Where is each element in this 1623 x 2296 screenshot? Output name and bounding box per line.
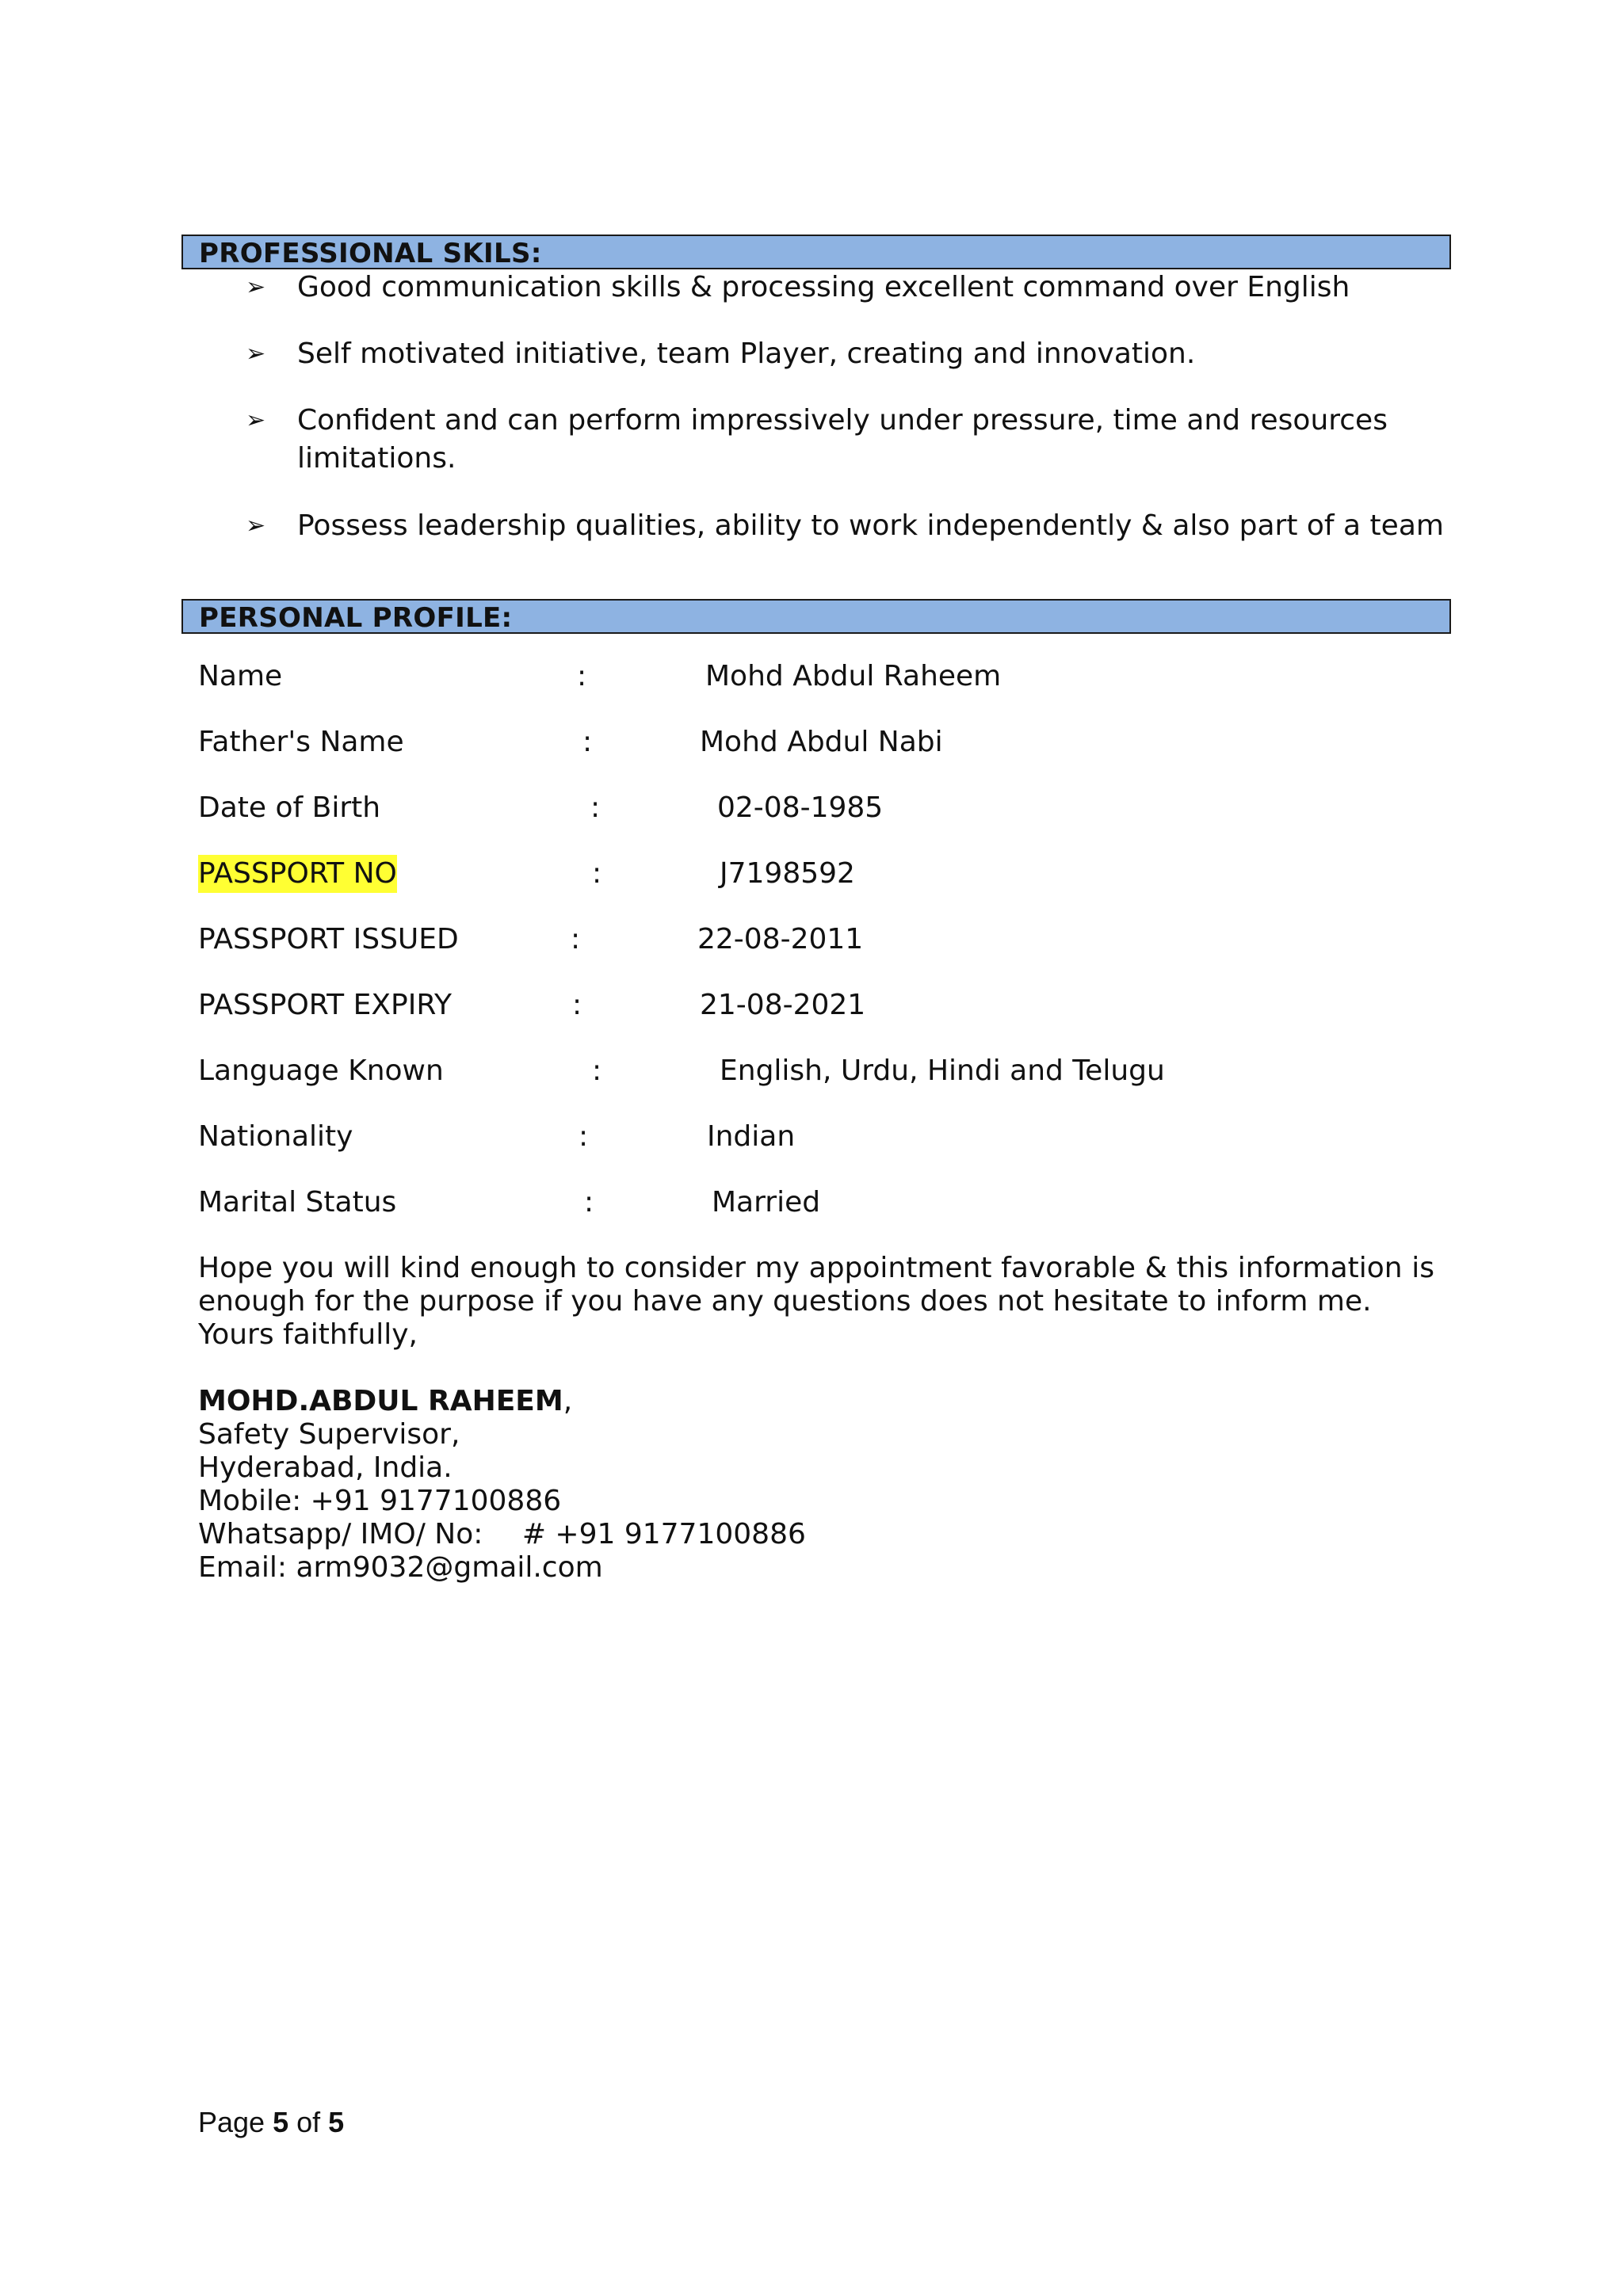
profile-section-title: PERSONAL PROFILE: bbox=[199, 602, 513, 634]
profile-value: Indian bbox=[707, 1120, 796, 1153]
signature-name-line bbox=[198, 1385, 572, 1418]
profile-colon: : bbox=[571, 923, 581, 955]
sign-off: Yours faithfully, bbox=[198, 1318, 418, 1351]
skill-text: Good communication skills & processing excellent command over English bbox=[297, 271, 1350, 303]
profile-value: J7198592 bbox=[720, 857, 855, 890]
profile-value: 02-08-1985 bbox=[717, 791, 884, 824]
signature-whatsapp-line bbox=[198, 1518, 806, 1551]
profile-value: Mohd Abdul Raheem bbox=[705, 660, 1002, 692]
profile-value: English, Urdu, Hindi and Telugu bbox=[720, 1055, 1165, 1087]
profile-label: PASSPORT ISSUED bbox=[198, 923, 459, 955]
whatsapp-value: # +91 9177100886 bbox=[521, 1518, 806, 1550]
whatsapp-label: Whatsapp/ IMO/ No: bbox=[198, 1518, 483, 1550]
profile-label: Date of Birth bbox=[198, 791, 381, 824]
page-number-footer bbox=[198, 2106, 344, 2139]
arrow-bullet-icon: ➢ bbox=[246, 340, 266, 368]
skill-text: Confident and can perform impressively under pressure, time and resources limitations. bbox=[297, 404, 1388, 475]
profile-colon: : bbox=[584, 1186, 594, 1219]
skill-text: Self motivated initiative, team Player, creating and innovation. bbox=[297, 338, 1196, 370]
profile-label: PASSPORT EXPIRY bbox=[198, 989, 453, 1021]
arrow-bullet-icon: ➢ bbox=[246, 512, 266, 540]
profile-colon: : bbox=[590, 791, 601, 824]
profile-label: Name bbox=[198, 660, 283, 692]
profile-value: Mohd Abdul Nabi bbox=[700, 726, 943, 758]
page-middle: of bbox=[288, 2106, 329, 2138]
profile-label: Marital Status bbox=[198, 1186, 397, 1219]
profile-label: Father's Name bbox=[198, 726, 404, 758]
page-current: 5 bbox=[273, 2106, 289, 2138]
profile-colon: : bbox=[592, 1055, 602, 1087]
closing-paragraph: Hope you will kind enough to consider my appointment favorable & this information is enough for the purpose if you have any questions does not hesitate to inform me. bbox=[198, 1252, 1434, 1318]
arrow-bullet-icon: ➢ bbox=[246, 273, 266, 301]
profile-colon: : bbox=[579, 1120, 589, 1153]
skills-section-title: PROFESSIONAL SKILS: bbox=[199, 238, 542, 269]
profile-colon: : bbox=[572, 989, 582, 1021]
arrow-bullet-icon: ➢ bbox=[246, 406, 266, 434]
signature-name-suffix: , bbox=[563, 1385, 573, 1417]
signature-designation: Safety Supervisor, bbox=[198, 1418, 460, 1451]
profile-colon: : bbox=[582, 726, 593, 758]
profile-colon: : bbox=[577, 660, 587, 692]
page-total: 5 bbox=[328, 2106, 345, 2138]
profile-colon: : bbox=[592, 857, 602, 890]
signature-name: MOHD.ABDUL RAHEEM bbox=[198, 1385, 563, 1417]
signature-email: Email: arm9032@gmail.com bbox=[198, 1551, 603, 1584]
skill-text: Possess leadership qualities, ability to work independently & also part of a team bbox=[297, 509, 1444, 542]
signature-mobile: Mobile: +91 9177100886 bbox=[198, 1485, 562, 1517]
skills-section-header bbox=[181, 235, 1451, 269]
profile-label-highlighted: PASSPORT NO bbox=[198, 855, 397, 893]
profile-value: 22-08-2011 bbox=[697, 923, 864, 955]
signature-location: Hyderabad, India. bbox=[198, 1451, 453, 1484]
page-prefix: Page bbox=[198, 2106, 273, 2138]
profile-value: 21-08-2021 bbox=[700, 989, 866, 1021]
profile-label: Language Known bbox=[198, 1055, 444, 1087]
profile-label: Nationality bbox=[198, 1120, 353, 1153]
profile-value: Married bbox=[712, 1186, 821, 1219]
profile-section-header bbox=[181, 599, 1451, 634]
